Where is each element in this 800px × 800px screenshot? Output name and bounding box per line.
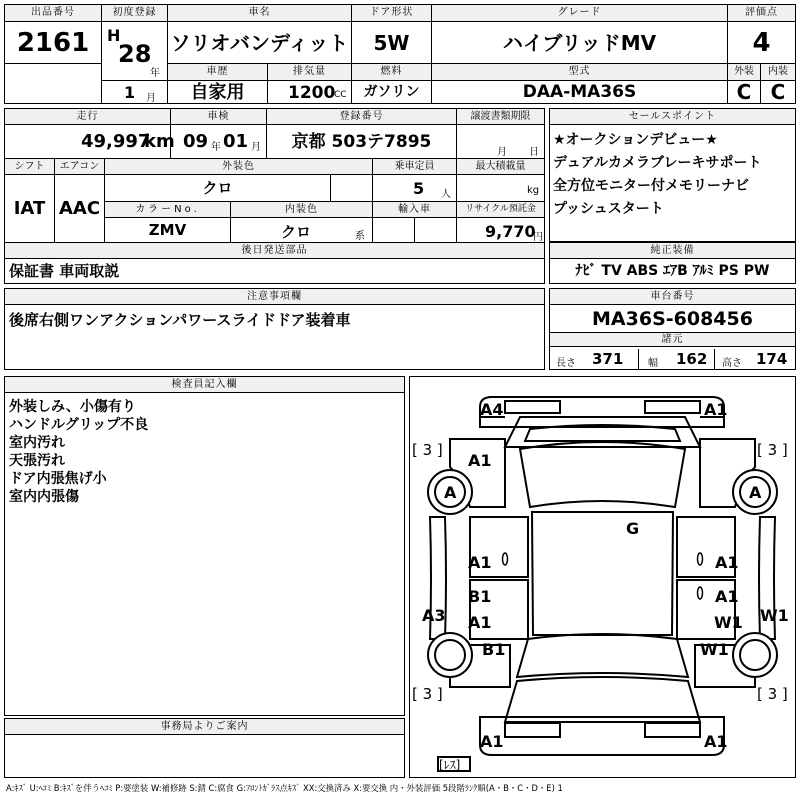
label-b1-rear-left: B1 — [482, 640, 506, 659]
label-w1-rear-right: W1 — [700, 640, 729, 659]
inspector-box — [4, 376, 405, 716]
door-header: ドア形状 — [352, 5, 432, 22]
grade-header: グレード — [432, 5, 728, 22]
recycle-unit: 円 — [533, 232, 543, 243]
model-header: 型式 — [432, 64, 728, 81]
info-section — [4, 108, 545, 284]
ext-color-header: 外装色 — [105, 159, 373, 175]
label-tire-rl: [ 3 ] — [412, 685, 443, 703]
rating-header: 評価点 — [728, 5, 795, 22]
label-a1-door-fl: A1 — [468, 553, 492, 572]
label-tire-fl: [ 3 ] — [412, 441, 443, 459]
transfer-day-unit: 日 — [529, 147, 539, 158]
inspector-line: 天張汚れ — [9, 453, 65, 469]
office-box — [4, 718, 405, 778]
length-label: 長さ — [556, 358, 576, 369]
sales-point-item: デュアルカメラブレーキサポート — [553, 155, 762, 171]
label-a1-front-right: A1 — [704, 400, 728, 419]
length-value: 371 — [592, 350, 624, 368]
label-w1-door-rr: W1 — [714, 613, 743, 632]
displacement-cell — [268, 81, 352, 104]
ext-grade: C — [728, 81, 761, 104]
chassis-number: MA36S-608456 — [550, 305, 795, 333]
label-w1-right: W1 — [760, 606, 789, 625]
specs-row — [550, 348, 795, 370]
label-a1-fender-left: A1 — [468, 451, 492, 470]
office-header: 事務局よりご案内 — [5, 719, 404, 735]
ext-grade-header: 外装 — [728, 64, 761, 81]
sales-point-item: 全方位モニター付メモリーナビ — [553, 178, 749, 194]
notes-text: 後席右側ワンアクションパワースライドドア装着車 — [9, 311, 351, 329]
history-header: 車歴 — [168, 64, 268, 81]
int-grade: C — [770, 80, 786, 104]
import-cell-b — [415, 218, 457, 243]
transfer-month-unit: 月 — [497, 147, 507, 158]
top-section — [4, 4, 796, 104]
max-load-cell — [457, 175, 544, 202]
inspection-month-unit: 月 — [251, 142, 261, 153]
label-a1-door-fr: A1 — [715, 553, 739, 572]
notes-box — [4, 288, 545, 370]
displacement: 1200 — [288, 83, 336, 103]
shift-header: シフト — [5, 159, 55, 175]
later-parts-header: 後日発送部品 — [5, 243, 544, 259]
lot-header: 出品番号 — [5, 5, 102, 22]
height-value: 174 — [756, 350, 788, 368]
genuine-box — [549, 242, 796, 284]
genuine-header: 純正装備 — [550, 243, 795, 259]
aircon: AAC — [55, 175, 105, 243]
capacity-cell — [373, 175, 457, 202]
model: DAA-MA36S — [432, 81, 728, 104]
label-b1-door-rl: B1 — [468, 587, 492, 606]
chassis-header: 車台番号 — [550, 289, 795, 305]
color-no-header: カラーNo. — [105, 202, 231, 218]
first-reg-month-unit: 月 — [146, 93, 156, 104]
transfer-header: 譲渡書類期限 — [457, 109, 544, 125]
reg-no: 京都 503テ7895 — [267, 125, 457, 159]
first-reg-header: 初度登録 — [102, 5, 168, 22]
import-cell-a — [373, 218, 415, 243]
chassis-box — [549, 288, 796, 370]
inspector-line: ドア内張焦げ小 — [9, 471, 107, 487]
first-reg-year: 28 — [118, 40, 152, 68]
mileage-header: 走行 — [5, 109, 171, 125]
int-color: クロ — [281, 223, 312, 241]
inspector-line: ハンドルグリップ不良 — [9, 417, 149, 433]
genuine-equipment: ﾅﾋﾞ TV ABS ｴｱB ｱﾙﾐ PS PW — [575, 263, 770, 279]
sales-point-item: プッシュスタート — [553, 201, 664, 217]
label-res: [ﾚｽ] — [439, 758, 461, 772]
first-reg-year-unit: 年 — [150, 68, 160, 79]
inspection-year-unit: 年 — [211, 142, 221, 153]
rating: 4 — [728, 22, 795, 64]
ext-color-blank — [331, 175, 373, 202]
inspection-header: 車検 — [171, 109, 267, 125]
int-grade-header: 内装 — [761, 64, 795, 81]
sales-point-item: ★オークションデビュー★ — [553, 132, 718, 148]
displacement-header: 排気量 — [268, 64, 352, 81]
color-no: ZMV — [105, 218, 231, 243]
recycle-header: リサイクル預託金 — [457, 202, 544, 218]
recycle: 9,770 — [485, 222, 536, 241]
car-name-header: 車名 — [168, 5, 352, 22]
height-label: 高さ — [722, 358, 742, 369]
max-load-unit: kg — [527, 185, 540, 196]
width-value: 162 — [676, 350, 708, 368]
inspection-month: 01 — [223, 131, 249, 152]
car-damage-diagram — [410, 377, 795, 777]
fuel: ガソリン — [352, 81, 432, 104]
label-tire-fr: [ 3 ] — [757, 441, 788, 459]
displacement-unit: CC — [334, 90, 347, 100]
spec-divider — [714, 349, 715, 369]
mileage: 49,997 — [81, 131, 151, 152]
import-header: 輸入車 — [373, 202, 457, 218]
sales-points-header: セールスポイント — [550, 109, 795, 125]
door-type: 5W — [352, 22, 432, 64]
label-tire-rr: [ 3 ] — [757, 685, 788, 703]
transfer-cell — [457, 125, 544, 159]
recycle-cell — [457, 218, 544, 243]
legend: A:ｷｽﾞ U:ﾍｺﾐ B:ｷｽﾞを伴うﾍｺﾐ P:要塗装 W:補修跡 S:錆 C:腐食 G:ﾌﾛﾝﾄｶﾞﾗｽ点ｷｽﾞ XX:交換済み X:要交換 内・外装評価 5段階ﾗﾝｸ順(A・B・C・D・E) 1 — [6, 783, 563, 793]
inspector-header: 検査員記入欄 — [5, 377, 404, 393]
label-roof-g: G — [626, 519, 640, 538]
label-a1-door-rl: A1 — [468, 613, 492, 632]
grade: ハイブリッドMV — [432, 22, 728, 64]
reg-no-header: 登録番号 — [267, 109, 457, 125]
ext-color: クロ — [105, 175, 331, 202]
spec-divider — [638, 349, 639, 369]
width-label: 幅 — [648, 358, 658, 369]
inspector-line: 室内汚れ — [9, 435, 65, 451]
fuel-header: 燃料 — [352, 64, 432, 81]
inspector-line: 外装しみ、小傷有り — [9, 399, 136, 415]
specs-header: 諸元 — [550, 333, 795, 347]
label-wheel-fr: A — [749, 483, 762, 502]
sales-points-box — [549, 108, 796, 242]
mileage-cell — [5, 125, 175, 159]
int-color-header: 内装色 — [231, 202, 373, 218]
later-parts: 保証書 車両取説 — [9, 262, 120, 280]
label-wheel-fl: A — [444, 483, 457, 502]
int-color-unit: 系 — [355, 231, 365, 242]
aircon-header: エアコン — [55, 159, 105, 175]
first-reg-month: 1 — [124, 83, 136, 102]
inspection-cell — [171, 125, 267, 159]
int-color-cell — [231, 218, 373, 243]
lot-number: 2161 — [5, 22, 102, 64]
label-a1-rear-left: A1 — [480, 732, 504, 751]
diagram-box — [409, 376, 796, 778]
first-reg-year-cell — [102, 22, 168, 81]
shift: IAT — [5, 175, 55, 243]
mileage-unit: km — [144, 131, 175, 152]
notes-header: 注意事項欄 — [5, 289, 544, 305]
label-a3-left: A3 — [422, 606, 446, 625]
max-load-header: 最大積載量 — [457, 159, 544, 175]
inspection-year: 09 — [183, 131, 209, 152]
label-a4: A4 — [480, 400, 504, 419]
capacity: 5 — [413, 179, 425, 198]
lot-blank — [5, 64, 102, 104]
first-reg-month-cell — [102, 81, 168, 104]
capacity-header: 乗車定員 — [373, 159, 457, 175]
capacity-unit: 人 — [441, 189, 451, 200]
car-name: ソリオバンディット — [168, 22, 352, 64]
first-reg-era: H — [107, 26, 121, 45]
history: 自家用 — [168, 81, 268, 104]
label-a1-rear-right: A1 — [704, 732, 728, 751]
label-a1-door-rr: A1 — [715, 587, 739, 606]
inspector-line: 室内内張傷 — [9, 489, 79, 505]
